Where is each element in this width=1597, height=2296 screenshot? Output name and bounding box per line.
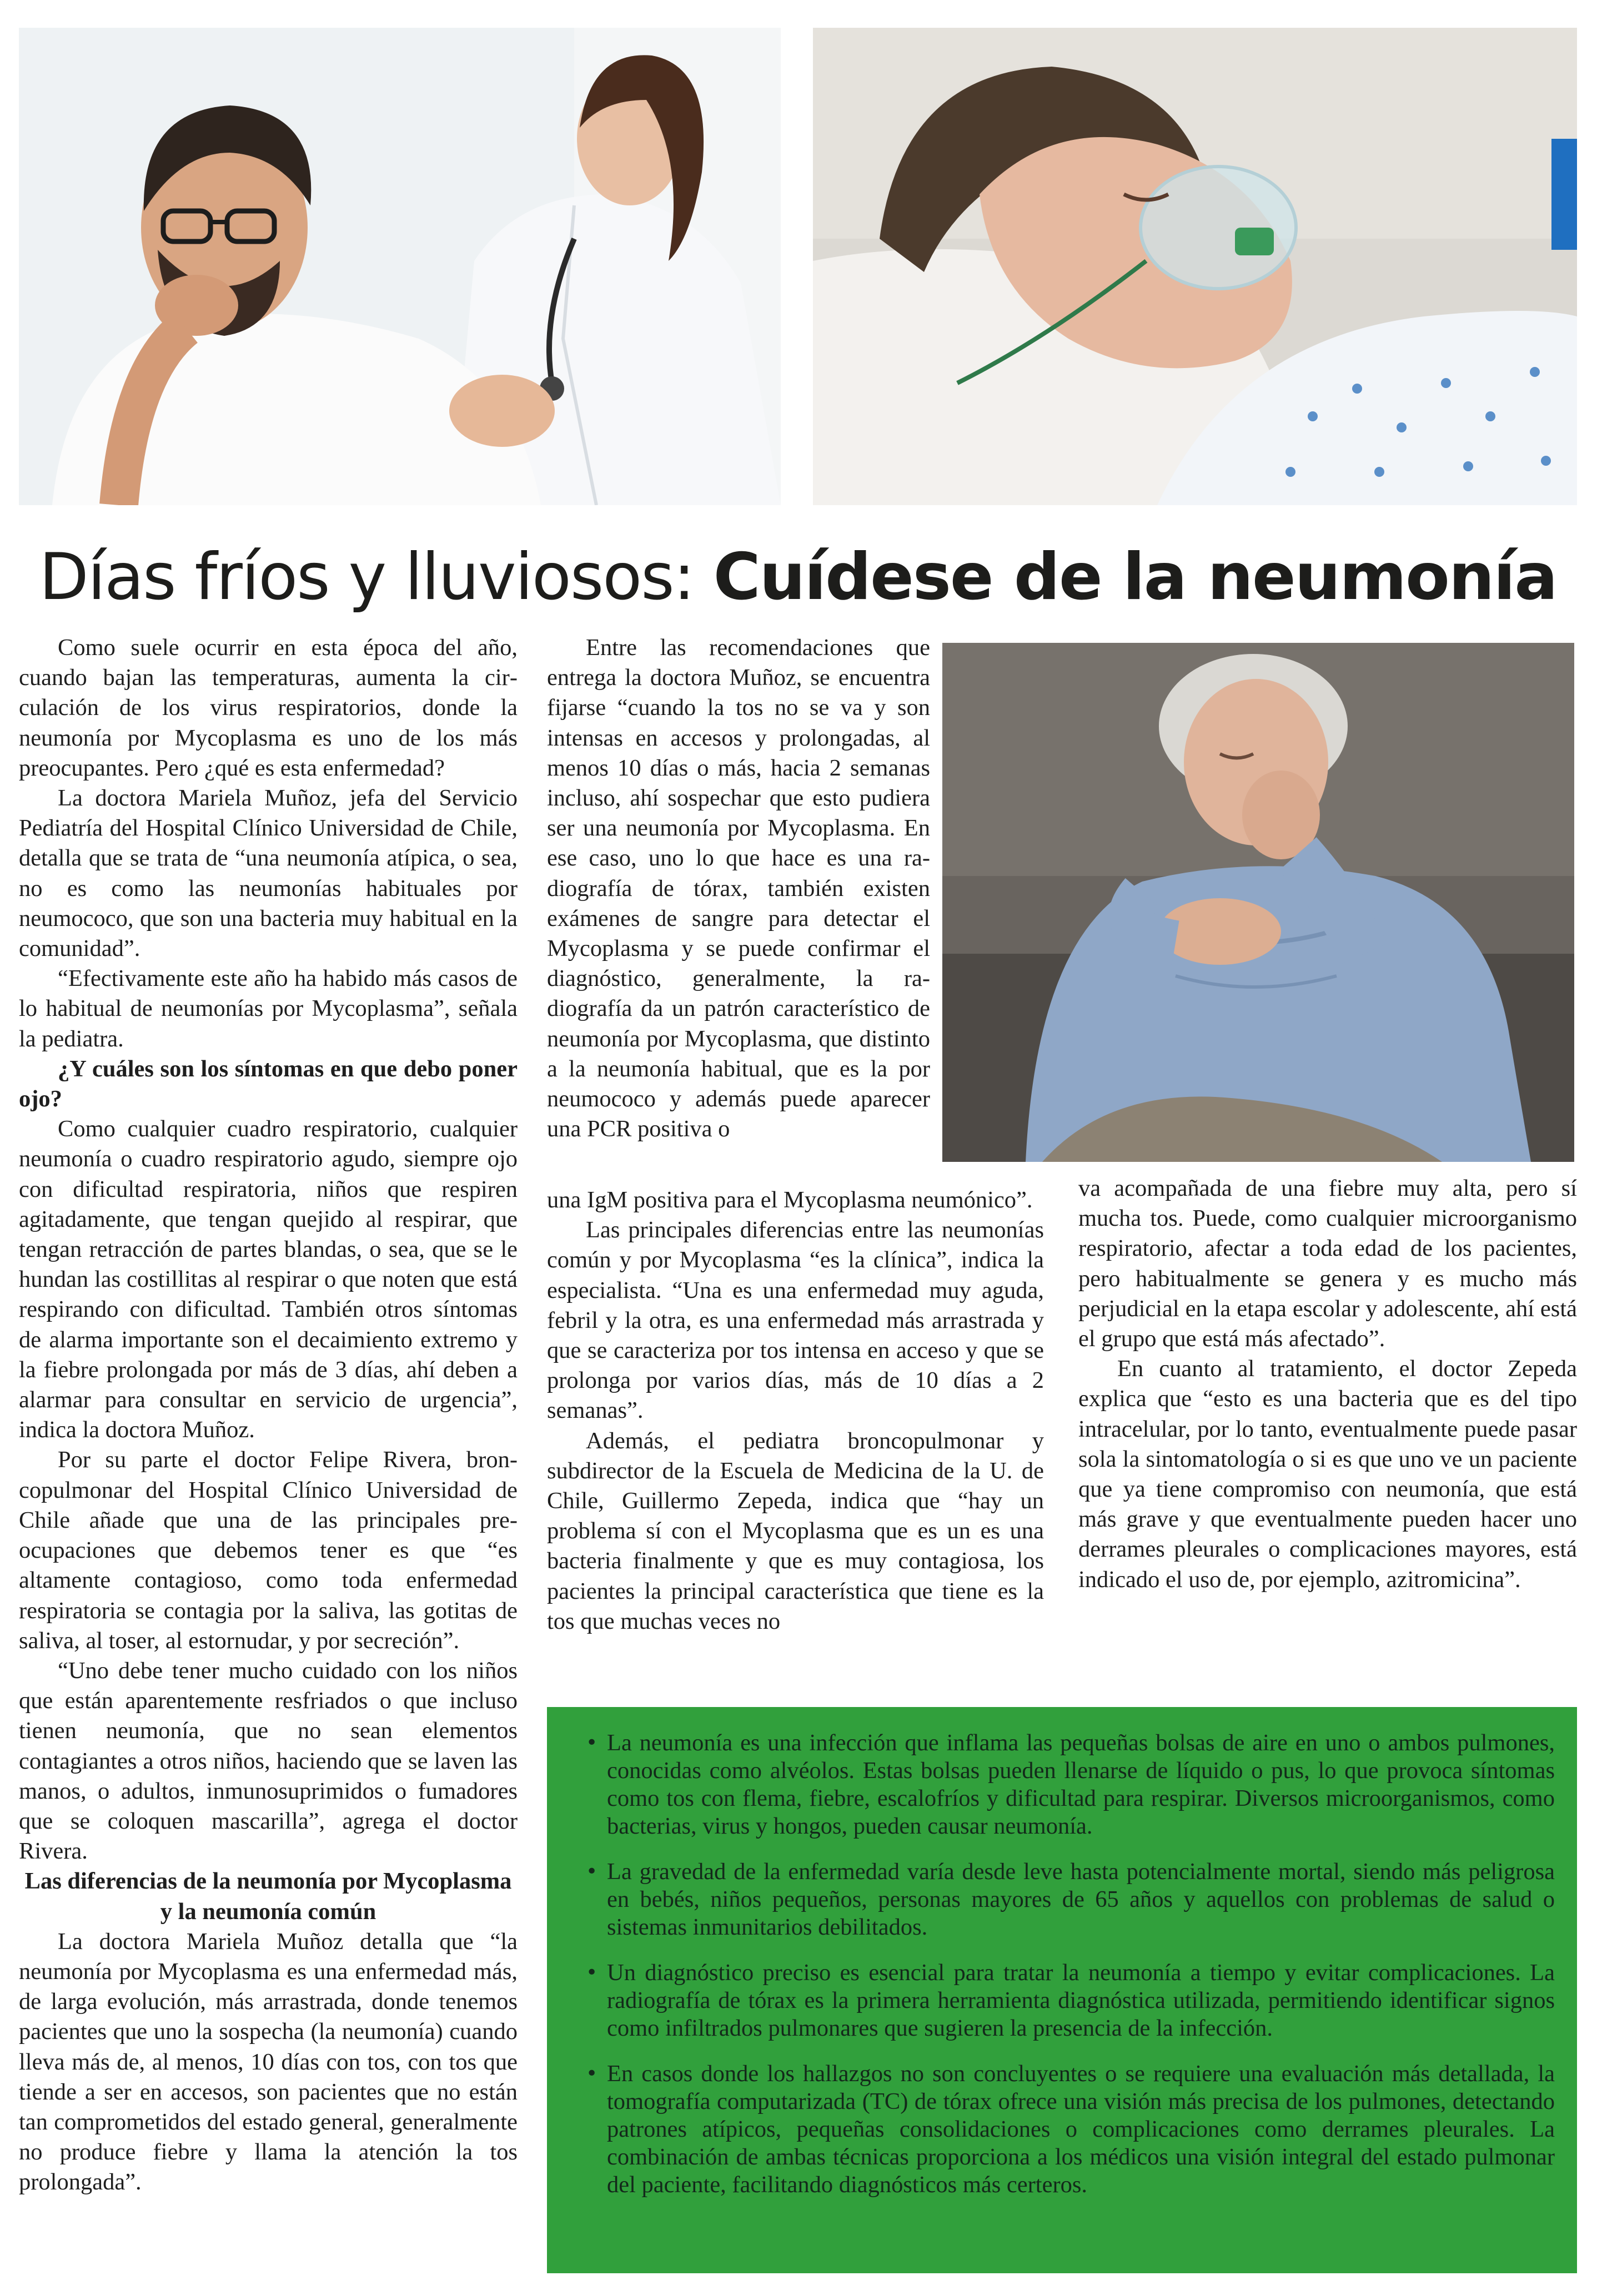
article-column-1 — [19, 633, 518, 2198]
page-title — [19, 530, 1577, 625]
article-paragraph: va acompañada de una fiebre muy alta, pero sí mucha tos. Puede, como cualquier microorganismo respiratorio, afectar a toda edad de los pacientes, pero habitualmente se genera y es mucho más perjudicial en la etapa escolar y adolescente, ahí está el grupo que está más afectado”. — [1078, 1175, 1577, 1352]
pneumonia-info-box — [547, 1707, 1577, 2273]
elderly-woman-coughing-photo — [942, 643, 1574, 1162]
bullet-icon: • — [586, 1731, 598, 1754]
section-subheading: ¿Y cuáles son los síntomas en que debo poner ojo? — [19, 1055, 518, 1112]
oxygen-photo-illustration — [813, 28, 1577, 505]
article-paragraph: “Efectivamente este año ha habido más casos de lo habitual de neumonías por Mycoplasma”, señala la pediatra. — [19, 965, 518, 1052]
bullet-icon: • — [586, 1860, 598, 1883]
headline-bold: Cuídese de la neumonía — [713, 540, 1557, 615]
doctor-examining-patient-photo — [19, 28, 781, 505]
article-paragraph: Como cualquier cuadro respiratorio, cualquier neumonía o cuadro respiratorio agudo, siempre ojo con dificultad respiratoria, niños que respiren agitadamente, que tengan quejido al respirar, que tengan retracción de partes blandas, o sea, que se le hundan las costillitas al respirar o que noten que está respirando con dificultad. También otros síntomas de alarma importante son el decaimiento extremo y la fiebre prolongada por más de 3 días, ahí deben a alarmar para consultar en servicio de urgencia”, indica la doctora Muñoz. — [19, 1116, 518, 1443]
article-column-3 — [1078, 1174, 1577, 1595]
article-column-2-top — [547, 633, 930, 1144]
article-column-2-bottom — [547, 1185, 1044, 1637]
article-paragraph: En cuanto al tratamiento, el doctor Zepeda explica que “esto es una bacteria que es del tipo intracelular, por lo tanto, eventualmente puede pasar sola la sintomatología o si es que uno ve un paciente que ya tiene compromiso con neumonía, que está más grave y que eventualmente pueden hacer uno derrames pleurales o complicaciones mayores, está indicado el uso de, por ejemplo, azitromicina”. — [1078, 1356, 1577, 1593]
article-paragraph: “Uno debe tener mucho cuidado con los niños que están aparentemente resfriados o que incluso tienen neumonía, que no sean elementos contagiantes a otros niños, haciendo que se laven las manos, o adultos, inmunosuprimidos o fumadores que se coloquen mascarilla”, agrega el doctor Rivera. — [19, 1657, 518, 1865]
info-bullet-item — [586, 1729, 1555, 1840]
article-paragraph: La doctora Mariela Muñoz, jefa del Servicio Pediatría del Hospital Clínico Universidad de Chile, detalla que se trata de “una neumonía atípica, o sea, no es como las neumonías habituales por neumococo, que son una bacteria muy habitual en la comunidad”. — [19, 785, 518, 962]
info-bullet-item — [586, 1959, 1555, 2042]
info-bullet-text: La gravedad de la enfermedad varía desde leve hasta potencialmente mortal, siendo más peligrosa en bebés, niños pequeños, personas mayores de 65 años y aquellos con problemas de salud o sistemas inmunitarios debilitados. — [607, 1859, 1555, 1940]
article-paragraph: Entre las recomendaciones que entrega la doctora Muñoz, se encuentra fijarse “cuando la tos no se va y son intensas en accesos y prolongadas, al menos 10 días o más, hacia 2 semanas incluso, ahí sospechar que esto pudiera ser una neumonía por Mycoplasma. En ese caso, uno lo que hace es una radiografía de tórax, también existen exámenes de sangre para detectar el Mycoplasma y se puede confirmar el diagnóstico, generalmente, la radiografía da un patrón característico de neumonía por Mycoplasma, que distinto a la neumonía habitual, que es la por neumococo y además puede aparecer una PCR positiva o — [547, 635, 930, 1142]
bullet-icon: • — [586, 1961, 598, 1984]
article-paragraph: Como suele ocurrir en esta época del año, cuando bajan las temperaturas, aumenta la circulación de los virus respiratorios, donde la neumonía por Mycoplasma es uno de los más preocupantes. Pero ¿qué es esta enfermedad? — [19, 635, 518, 781]
info-bullet-text: La neumonía es una infección que inflama las pequeñas bolsas de aire en uno o ambos pulmones, conocidas como alvéolos. Estas bolsas pueden llenarse de líquido o pus, lo que provoca síntomas como tos con flema, fiebre, escalofríos y dificultad para respirar. Diversos microorganismos, como bacterias, virus y hongos, pueden causar neumonía. — [607, 1730, 1555, 1839]
patient-oxygen-mask-photo — [813, 28, 1577, 505]
article-paragraph: Por su parte el doctor Felipe Rivera, broncopulmonar del Hospital Clínico Universidad de Chile añade que una de las principales preocupaciones que debemos tener es que “es altamente contagioso, como toda enfermedad respiratoria se contagia por la saliva, las gotitas de saliva, al toser, al estornudar, y por secreción”. — [19, 1447, 518, 1654]
bullet-icon: • — [586, 2062, 598, 2085]
info-bullet-text: En casos donde los hallazgos no son concluyentes o se requiere una evaluación más detallada, la tomografía computarizada (TC) de tórax ofrece una visión más precisa de los pulmones, detectando patrones atípicos, pequeñas consolidaciones o complicaciones como derrames pleurales. La combinación de ambas técnicas proporciona a los médicos una visión integral del estado pulmonar del paciente, facilitando diagnósticos más certeros. — [607, 2061, 1555, 2198]
info-bullet-text: Un diagnóstico preciso es esencial para tratar la neumonía a tiempo y evitar complicaciones. La radiografía de tórax es la primera herramienta diagnóstica utilizada, permitiendo identificar signos como infiltrados pulmonares que sugieren la presencia de la infección. — [607, 1960, 1555, 2041]
elder-photo-illustration — [942, 643, 1574, 1162]
info-bullet-item — [586, 1858, 1555, 1941]
article-paragraph: una IgM positiva para el Mycoplasma neumónico”. — [547, 1187, 1033, 1213]
info-bullet-list — [586, 1729, 1555, 2199]
headline-regular: Días fríos y lluviosos: — [39, 540, 714, 615]
doctor-photo-illustration — [19, 28, 781, 505]
article-paragraph: La doctora Mariela Muñoz detalla que “la neumonía por Mycoplasma es una enfermedad más, de larga evolución, más arrastrada, donde tenemos pacientes que uno la sospecha (la neumonía) cuando lleva más de, al menos, 10 días con tos, con tos que tiende a ser en accesos, son pacientes que no están tan comprometidos del estado general, generalmente no produce fiebre y llama la atención la tos prolongada”. — [19, 1928, 518, 2196]
article-paragraph: Además, el pediatra broncopulmonar y subdirector de la Escuela de Medicina de la U. de Chile, Guillermo Zepeda, indica que “hay un problema sí con el Mycoplasma que es un es una bacteria finalmente y que es muy contagiosa, los pacientes la principal característica que tiene es la tos que muchas veces no — [547, 1427, 1044, 1634]
article-paragraph: Las principales diferencias entre las neumonías común y por Mycoplasma “es la clínica”, indica la especialista. “Una es una enfermedad muy aguda, febril y la otra, es una enfermedad más arrastrada y que se caracteriza por tos intensa en acceso y que se prolonga por varios días, más de 10 días a 2 semanas”. — [547, 1217, 1044, 1424]
info-bullet-item — [586, 2060, 1555, 2199]
section-subheading: Las diferencias de la neumonía por Mycoplasma y la neumonía común — [24, 1868, 512, 1925]
